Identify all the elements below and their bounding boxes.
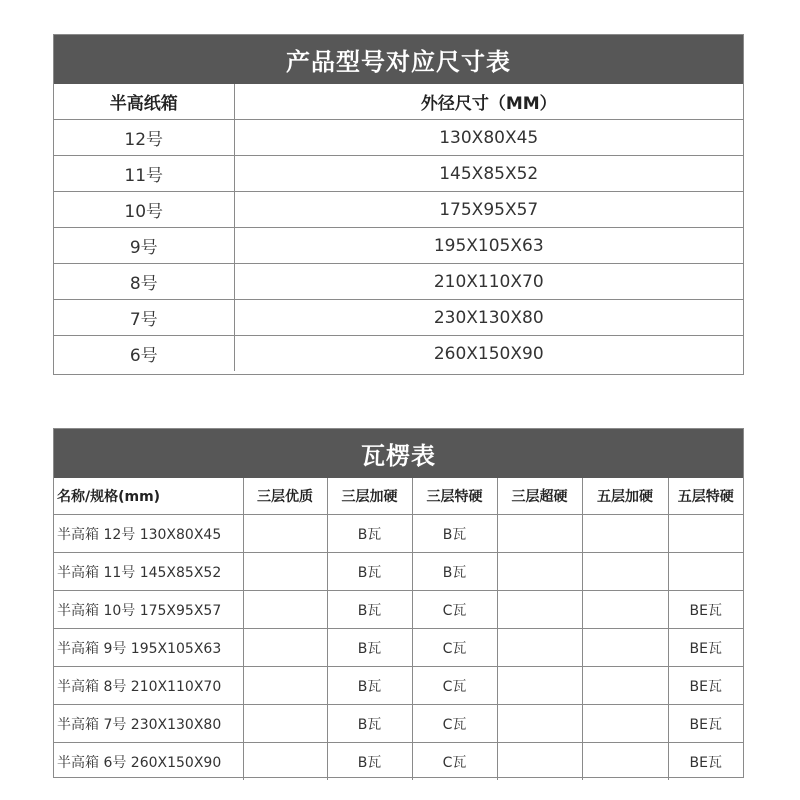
size-table-header-dimensions: 外径尺寸（MM） [234,84,743,120]
five-layer-hard-cell [582,743,668,781]
five-layer-hard-cell [582,629,668,667]
three-layer-extra-hard-cell: C瓦 [412,667,497,705]
corrugation-table-header-row [54,478,743,515]
size-table-header-row [54,84,743,120]
corrugation-header-5layer-extra-hard: 五层特硬 [668,478,743,515]
table-row [54,300,743,336]
table-row [54,156,743,192]
product-name-cell: 半高箱 11号 145X85X52 [54,553,243,591]
three-layer-hard-cell: B瓦 [327,553,412,591]
three-layer-super-hard-cell [497,743,582,781]
table-row [54,591,743,629]
table-row [54,120,743,156]
table-row [54,705,743,743]
size-dimensions-cell: 130X80X45 [234,120,743,156]
size-model-cell: 7号 [54,300,234,336]
five-layer-hard-cell [582,515,668,553]
three-layer-extra-hard-cell: C瓦 [412,743,497,781]
corrugation-table [54,478,743,780]
three-layer-quality-cell [243,553,327,591]
size-model-cell: 9号 [54,228,234,264]
three-layer-extra-hard-cell: B瓦 [412,553,497,591]
three-layer-quality-cell [243,515,327,553]
five-layer-extra-hard-cell [668,553,743,591]
three-layer-hard-cell: B瓦 [327,515,412,553]
table-row [54,228,743,264]
five-layer-hard-cell [582,667,668,705]
three-layer-hard-cell: B瓦 [327,705,412,743]
corrugation-header-3layer-hard: 三层加硬 [327,478,412,515]
five-layer-extra-hard-cell: BE瓦 [668,591,743,629]
corrugation-header-name: 名称/规格(mm) [54,478,243,515]
three-layer-super-hard-cell [497,705,582,743]
five-layer-extra-hard-cell [668,515,743,553]
three-layer-extra-hard-cell: C瓦 [412,705,497,743]
product-name-cell: 半高箱 7号 230X130X80 [54,705,243,743]
product-name-cell: 半高箱 6号 260X150X90 [54,743,243,781]
size-dimensions-cell: 145X85X52 [234,156,743,192]
table-row [54,264,743,300]
corrugation-header-5layer-hard: 五层加硬 [582,478,668,515]
corrugation-table-panel [53,428,744,778]
five-layer-hard-cell [582,591,668,629]
size-model-cell: 6号 [54,336,234,372]
size-dimensions-cell: 175X95X57 [234,192,743,228]
size-model-cell: 8号 [54,264,234,300]
five-layer-extra-hard-cell: BE瓦 [668,629,743,667]
product-name-cell: 半高箱 8号 210X110X70 [54,667,243,705]
corrugation-table-title: 瓦楞表 [54,429,743,478]
three-layer-quality-cell [243,743,327,781]
product-name-cell: 半高箱 10号 175X95X57 [54,591,243,629]
size-table-title: 产品型号对应尺寸表 [54,35,743,84]
three-layer-extra-hard-cell: C瓦 [412,591,497,629]
three-layer-quality-cell [243,667,327,705]
size-dimensions-cell: 195X105X63 [234,228,743,264]
three-layer-hard-cell: B瓦 [327,629,412,667]
five-layer-hard-cell [582,705,668,743]
three-layer-extra-hard-cell: B瓦 [412,515,497,553]
table-row [54,629,743,667]
corrugation-header-3layer-super-hard: 三层超硬 [497,478,582,515]
three-layer-super-hard-cell [497,667,582,705]
table-row [54,192,743,228]
size-table-panel [53,34,744,375]
three-layer-super-hard-cell [497,553,582,591]
size-dimensions-cell: 260X150X90 [234,336,743,372]
three-layer-hard-cell: B瓦 [327,591,412,629]
size-model-cell: 12号 [54,120,234,156]
five-layer-extra-hard-cell: BE瓦 [668,667,743,705]
corrugation-header-3layer-quality: 三层优质 [243,478,327,515]
five-layer-hard-cell [582,553,668,591]
size-table [54,84,743,371]
size-model-cell: 10号 [54,192,234,228]
three-layer-super-hard-cell [497,591,582,629]
three-layer-hard-cell: B瓦 [327,667,412,705]
product-name-cell: 半高箱 12号 130X80X45 [54,515,243,553]
three-layer-extra-hard-cell: C瓦 [412,629,497,667]
size-dimensions-cell: 210X110X70 [234,264,743,300]
five-layer-extra-hard-cell: BE瓦 [668,743,743,781]
corrugation-header-3layer-extra-hard: 三层特硬 [412,478,497,515]
table-row [54,336,743,372]
table-row [54,743,743,781]
table-row [54,553,743,591]
three-layer-hard-cell: B瓦 [327,743,412,781]
three-layer-quality-cell [243,629,327,667]
table-row [54,515,743,553]
size-model-cell: 11号 [54,156,234,192]
three-layer-super-hard-cell [497,629,582,667]
three-layer-quality-cell [243,705,327,743]
size-dimensions-cell: 230X130X80 [234,300,743,336]
product-name-cell: 半高箱 9号 195X105X63 [54,629,243,667]
table-row [54,667,743,705]
five-layer-extra-hard-cell: BE瓦 [668,705,743,743]
three-layer-quality-cell [243,591,327,629]
size-table-header-model: 半高纸箱 [54,84,234,120]
three-layer-super-hard-cell [497,515,582,553]
